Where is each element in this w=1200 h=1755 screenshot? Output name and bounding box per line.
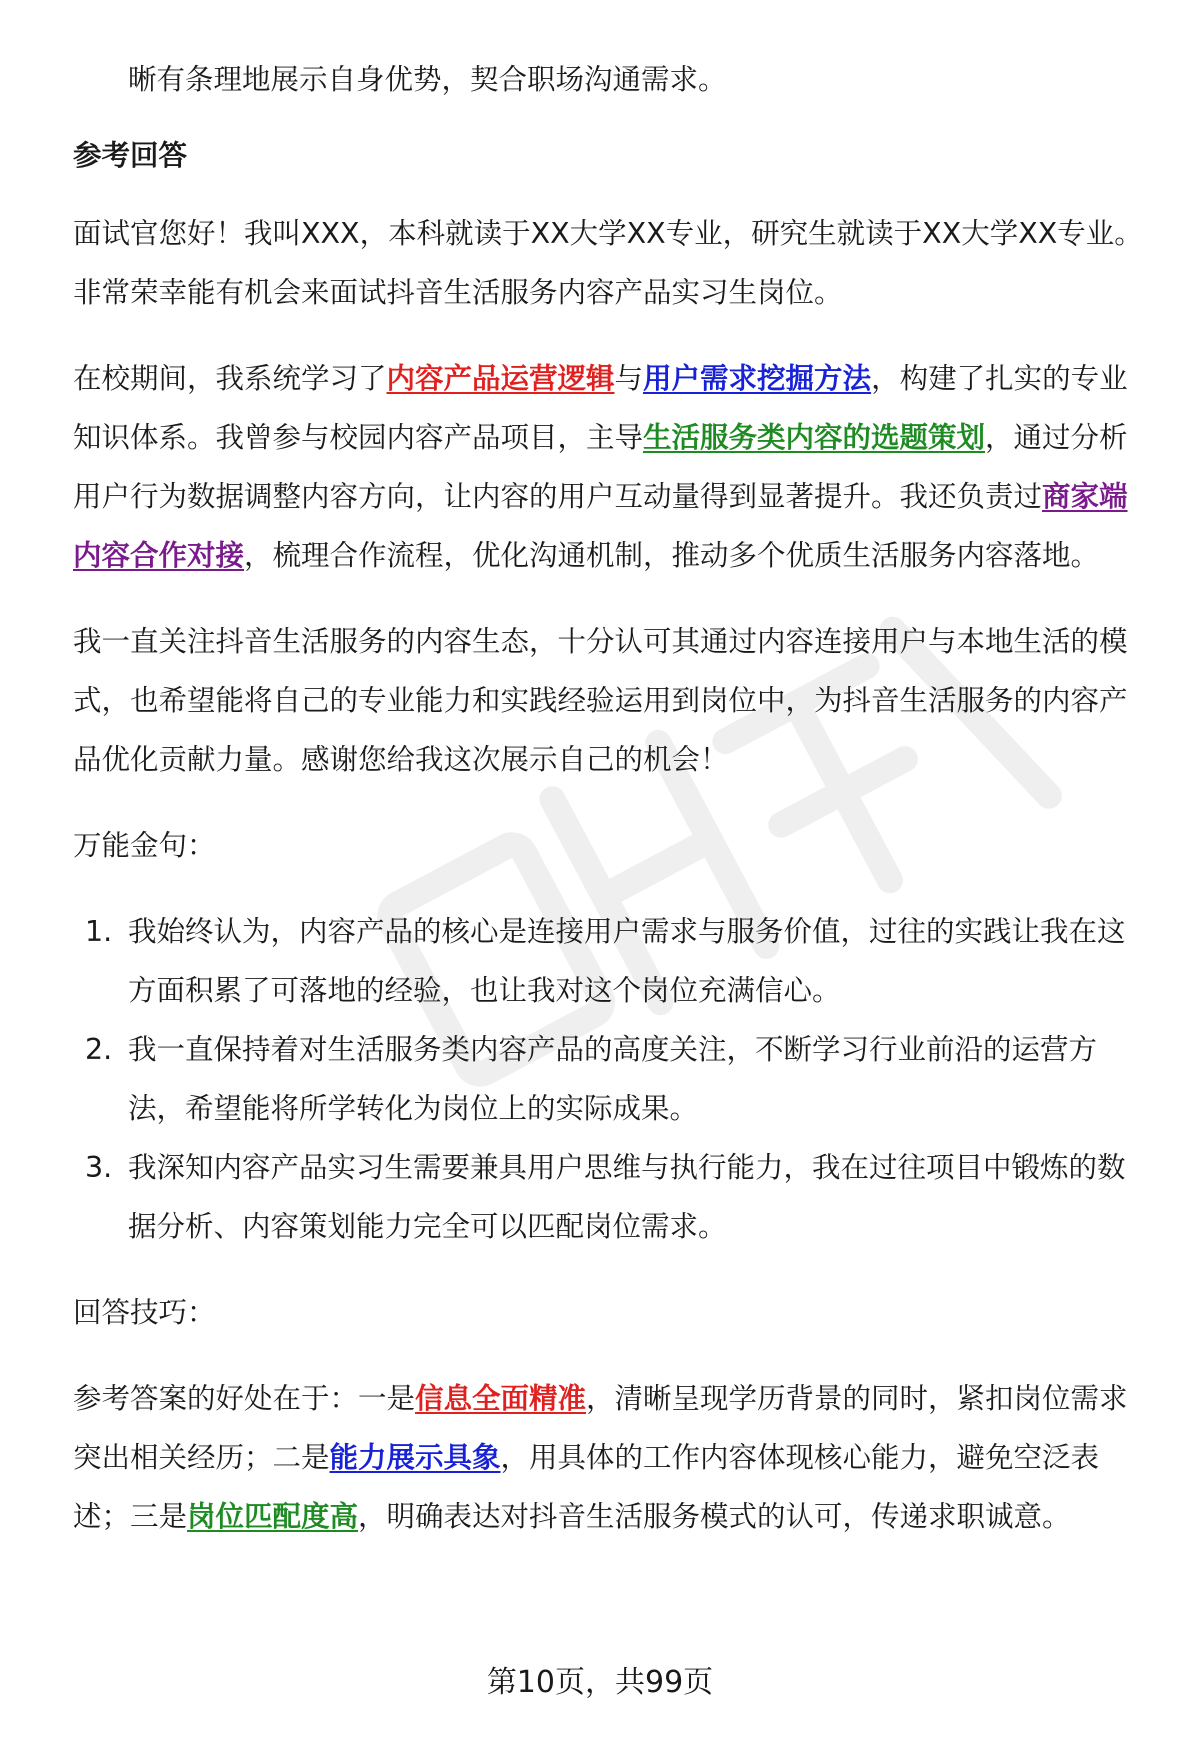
- highlight-user-needs-method: 用户需求挖掘方法: [643, 362, 872, 395]
- list-item-number: 3.: [85, 1151, 113, 1184]
- list-item-number: 2.: [85, 1033, 113, 1066]
- tips-text: ，清晰呈现学历背景的同时，紧扣岗位需求突出相关经历；二是: [73, 1382, 1128, 1474]
- list-item-number: 1.: [85, 915, 113, 948]
- highlight-topic-planning: 生活服务类内容的选题策划: [643, 421, 986, 454]
- list-item-text: 我始终认为，内容产品的核心是连接用户需求与服务价值，过往的实践让我在这方面积累了可落地的经验，也让我对这个岗位充满信心。: [128, 915, 1126, 1007]
- document-body: [73, 50, 1148, 1573]
- list-item: [73, 1138, 1148, 1256]
- para2-text: 与: [614, 362, 644, 395]
- answer-paragraph-1: 面试官您好！我叫XXX，本科就读于XX大学XX专业，研究生就读于XX大学XX专业。非常荣幸能有机会来面试抖音生活服务内容产品实习生岗位。: [73, 217, 1143, 309]
- page-number-footer: 第10页，共99页: [486, 1665, 714, 1700]
- tips-text: ，用具体的工作内容体现核心能力，避免空泛表述；三是: [73, 1441, 1100, 1533]
- tips-text: 参考答案的好处在于：一是: [73, 1382, 416, 1415]
- tips-paragraph: [73, 1369, 1148, 1546]
- intro-continuation: 晰有条理地展示自身优势，契合职场沟通需求。: [128, 63, 727, 96]
- list-item-text: 我一直保持着对生活服务类内容产品的高度关注，不断学习行业前沿的运营方法，希望能将所学转化为岗位上的实际成果。: [128, 1033, 1098, 1125]
- answer-paragraph-2: [73, 349, 1148, 585]
- para2-text: ，梳理合作流程，优化沟通机制，推动多个优质生活服务内容落地。: [244, 539, 1100, 572]
- highlight-info-accurate: 信息全面精准: [415, 1382, 587, 1415]
- tips-heading: 回答技巧：: [73, 1296, 216, 1329]
- answer-heading: 参考回答: [73, 139, 188, 172]
- answer-paragraph-3: 我一直关注抖音生活服务的内容生态，十分认可其通过内容连接用户与本地生活的模式，也希望能将自己的专业能力和实践经验运用到岗位中，为抖音生活服务的内容产品优化贡献力量。感谢您给我这次展示自己的机会！: [73, 625, 1128, 776]
- tips-text: ，明确表达对抖音生活服务模式的认可，传递求职诚意。: [358, 1500, 1071, 1533]
- para2-text: 在校期间，我系统学习了: [73, 362, 387, 395]
- highlight-content-ops-logic: 内容产品运营逻辑: [386, 362, 615, 395]
- list-item: [73, 902, 1148, 1020]
- highlight-merchant-cooperation: 商家端内容合作对接: [73, 480, 1128, 572]
- golden-sentences-list: [73, 902, 1148, 1256]
- highlight-job-match: 岗位匹配度高: [187, 1500, 359, 1533]
- para2-text: ，构建了扎实的专业知识体系。我曾参与校园内容产品项目，主导: [73, 362, 1128, 454]
- list-item-text: 我深知内容产品实习生需要兼具用户思维与执行能力，我在过往项目中锻炼的数据分析、内容策划能力完全可以匹配岗位需求。: [128, 1151, 1126, 1243]
- golden-sentences-heading: 万能金句：: [73, 829, 216, 862]
- para2-text: ，通过分析用户行为数据调整内容方向，让内容的用户互动量得到显著提升。我还负责过: [73, 421, 1128, 513]
- highlight-ability-concrete: 能力展示具象: [329, 1441, 501, 1474]
- list-item: [73, 1020, 1148, 1138]
